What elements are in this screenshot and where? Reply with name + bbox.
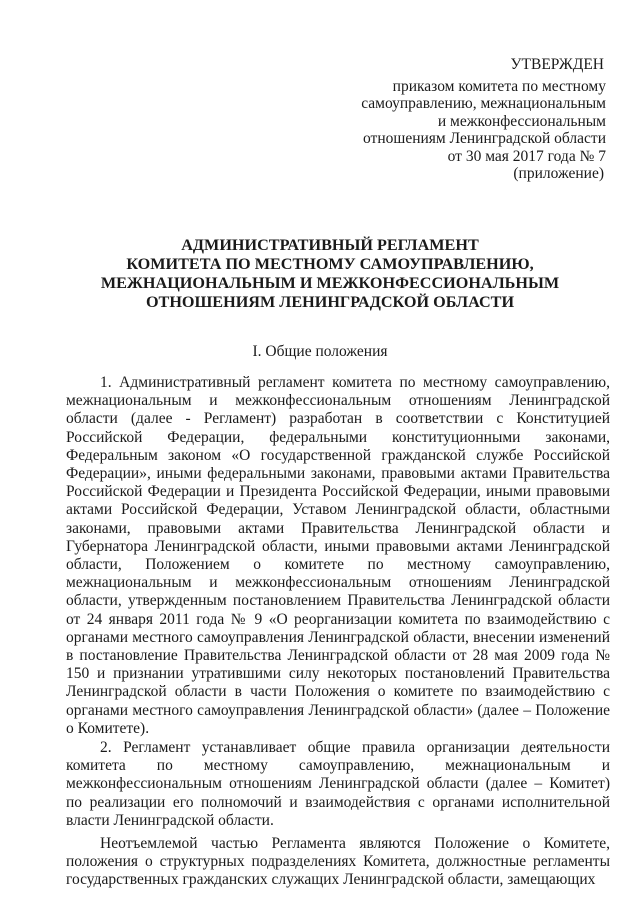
approval-line: отношениям Ленинградской области	[363, 130, 606, 147]
paragraph-1: 1. Административный регламент комитета по местному самоуправлению, межнациональным и межконфессиональным отношениям Ленинградской области (далее - Регламент) разработан в соответствии с Конституцией Российской Федерации, федеральными конституционными законами, Федеральным законом «О государственной гражданской службе Российской Федерации», иными федеральными законами, правовыми актами Правительства Российской Федерации и Президента Российской Федерации, иными правовыми актами Российской Федерации, Уставом Ленинградской области, областными законами, правовыми актами Правительства Ленинградской области и Губернатора Ленинградской области, иными правовыми актами Ленинградской области, Положением о комитете по местному самоуправлению, межнациональным и межконфессиональным отношениям Ленинградской области, утвержденным постановлением Правительства Ленинградской области от 24 января 2011 года № 9 «О реорганизации комитета по взаимодействию с органами местного самоуправления Ленинградской области, внесении изменений в постановление Правительства Ленинградской области от 28 мая 2009 года № 150 и признании утратившими силу некоторых постановлений Правительства Ленинградской области в части Положения о комитете по взаимодействию с органами местного самоуправления Ленинградской области» (далее – Положение о Комитете).	[66, 374, 610, 737]
paragraph-3: Неотъемлемой частью Регламента являются Положение о Комитете, положения о структурных подразделениях Комитета, должностные регламенты государственных гражданских служащих Ленинградской области, замещающих	[66, 835, 610, 889]
approval-line: приказом комитета по местному	[392, 77, 606, 95]
approval-line: и межконфессиональным	[437, 112, 606, 130]
title-line: МЕЖНАЦИОНАЛЬНЫМ И МЕЖКОНФЕССИОНАЛЬНЫМ	[100, 274, 560, 292]
title-line: АДМИНИСТРАТИВНЫЙ РЕГЛАМЕНТ	[181, 236, 479, 254]
title-line: ОТНОШЕНИЯМ ЛЕНИНГРАДСКОЙ ОБЛАСТИ	[145, 293, 515, 311]
approval-line: (приложение)	[513, 165, 604, 182]
title-line: КОМИТЕТА ПО МЕСТНОМУ САМОУПРАВЛЕНИЮ,	[126, 255, 534, 273]
section-heading: I. Общие положения	[252, 343, 388, 360]
paragraph-2: 2. Регламент устанавливает общие правила организации деятельности комитета по местному самоуправлению, межнациональным и межконфессиональным отношениям Ленинградской области (далее – Комитет) по реализации его полномочий и взаимодействия с органами исполнительной власти Ленинградской области.	[66, 739, 610, 829]
approval-line: самоуправлению, межнациональным	[361, 95, 606, 112]
approval-heading: УТВЕРЖДЕН	[510, 56, 604, 73]
document-title	[90, 236, 570, 312]
approval-line: от 30 мая 2017 года № 7	[447, 147, 606, 165]
approval-stamp	[361, 56, 606, 183]
document-body	[66, 374, 610, 890]
